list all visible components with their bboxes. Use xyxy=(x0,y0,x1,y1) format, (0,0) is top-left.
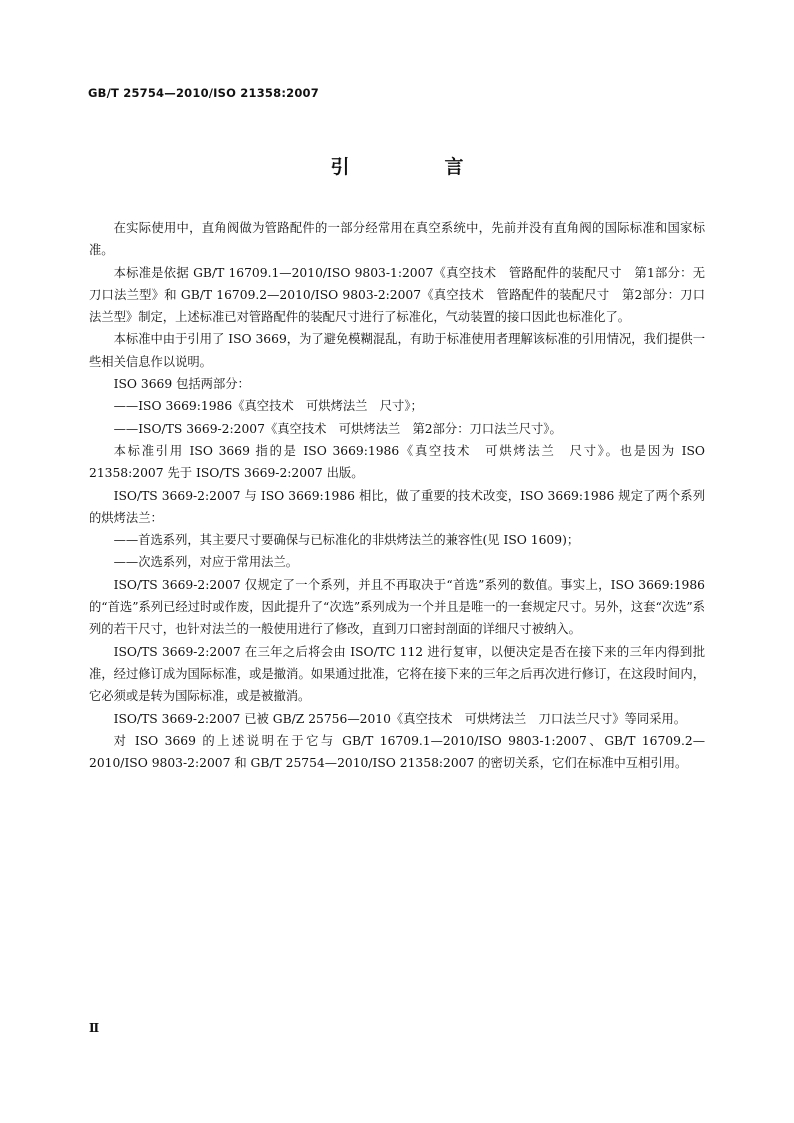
paragraph: 本标准中由于引用了 ISO 3669，为了避免模糊混乱，有助于标准使用者理解该标准的引用情况，我们提供一些相关信息作以说明。 xyxy=(89,332,705,369)
paragraph: ISO/TS 3669-2:2007 仅规定了一个系列，并且不再取决于“首选”系列的数值。事实上，ISO 3669:1986 的“首选”系列已经过时或作废，因此提升了“次选”系列成为一个并且是唯一的一套规定尺寸。另外，这套“次选”系列的若干尺寸，也针对法兰的一般使用进行了修改，直到刀口密封剖面的详细尺寸被纳入。 xyxy=(89,577,705,637)
page-number: Ⅱ xyxy=(89,1021,100,1035)
list-item: ——次选系列，对应于常用法兰。 xyxy=(113,555,299,570)
introduction-body xyxy=(89,217,705,774)
list-item: ——首选系列，其主要尺寸要确保与已标准化的非烘烤法兰的兼容性(见 ISO 1609)； xyxy=(113,533,580,548)
standard-code-header: GB/T 25754—2010/ISO 21358:2007 xyxy=(88,86,319,100)
paragraph: ISO/TS 3669-2:2007 在三年之后将会由 ISO/TC 112 进行复审，以便决定是否在接下来的三年内得到批准，经过修订成为国际标准，或是撤消。如果通过批准，它将在接下来的三年之后再次进行修订，在这段时间内，它必须或是转为国际标准，或是被撤消。 xyxy=(89,644,705,704)
paragraph: 在实际使用中，直角阀做为管路配件的一部分经常用在真空系统中，先前并没有直角阀的国际标准和国家标准。 xyxy=(89,221,705,258)
paragraph: 本标准引用 ISO 3669 指的是 ISO 3669:1986《真空技术 可烘烤法兰 尺寸》。也是因为 ISO 21358:2007 先于 ISO/TS 3669-2:2007 出版。 xyxy=(89,443,705,481)
page-title: 引 言 xyxy=(330,156,502,178)
list-item: ——ISO 3669:1986《真空技术 可烘烤法兰 尺寸》； xyxy=(113,399,423,414)
list-item: ——ISO/TS 3669-2:2007《真空技术 可烘烤法兰 第2部分：刀口法兰尺寸》。 xyxy=(113,421,562,436)
paragraph: 对 ISO 3669 的上述说明在于它与 GB/T 16709.1—2010/ISO 9803-1:2007、GB/T 16709.2—2010/ISO 9803-2:2007 和 GB/T 25754—2010/ISO 21358:2007 的密切关系，它们在标准中互相引用。 xyxy=(89,733,705,771)
paragraph: ISO 3669 包括两部分： xyxy=(113,377,250,392)
paragraph: 本标准是依据 GB/T 16709.1—2010/ISO 9803-1:2007《真空技术 管路配件的装配尺寸 第1部分：无刀口法兰型》和 GB/T 16709.2—2010/ISO 9803-2:2007《真空技术 管路配件的装配尺寸 第2部分：刀口法兰型》制定，上述标准已对管路配件的装配尺寸进行了标准化，气动装置的接口因此也标准化了。 xyxy=(89,265,705,325)
paragraph: ISO/TS 3669-2:2007 已被 GB/Z 25756—2010《真空技术 可烘烤法兰 刀口法兰尺寸》等同采用。 xyxy=(113,711,687,726)
paragraph: ISO/TS 3669-2:2007 与 ISO 3669:1986 相比，做了重要的技术改变，ISO 3669:1986 规定了两个系列的烘烤法兰： xyxy=(89,488,705,525)
